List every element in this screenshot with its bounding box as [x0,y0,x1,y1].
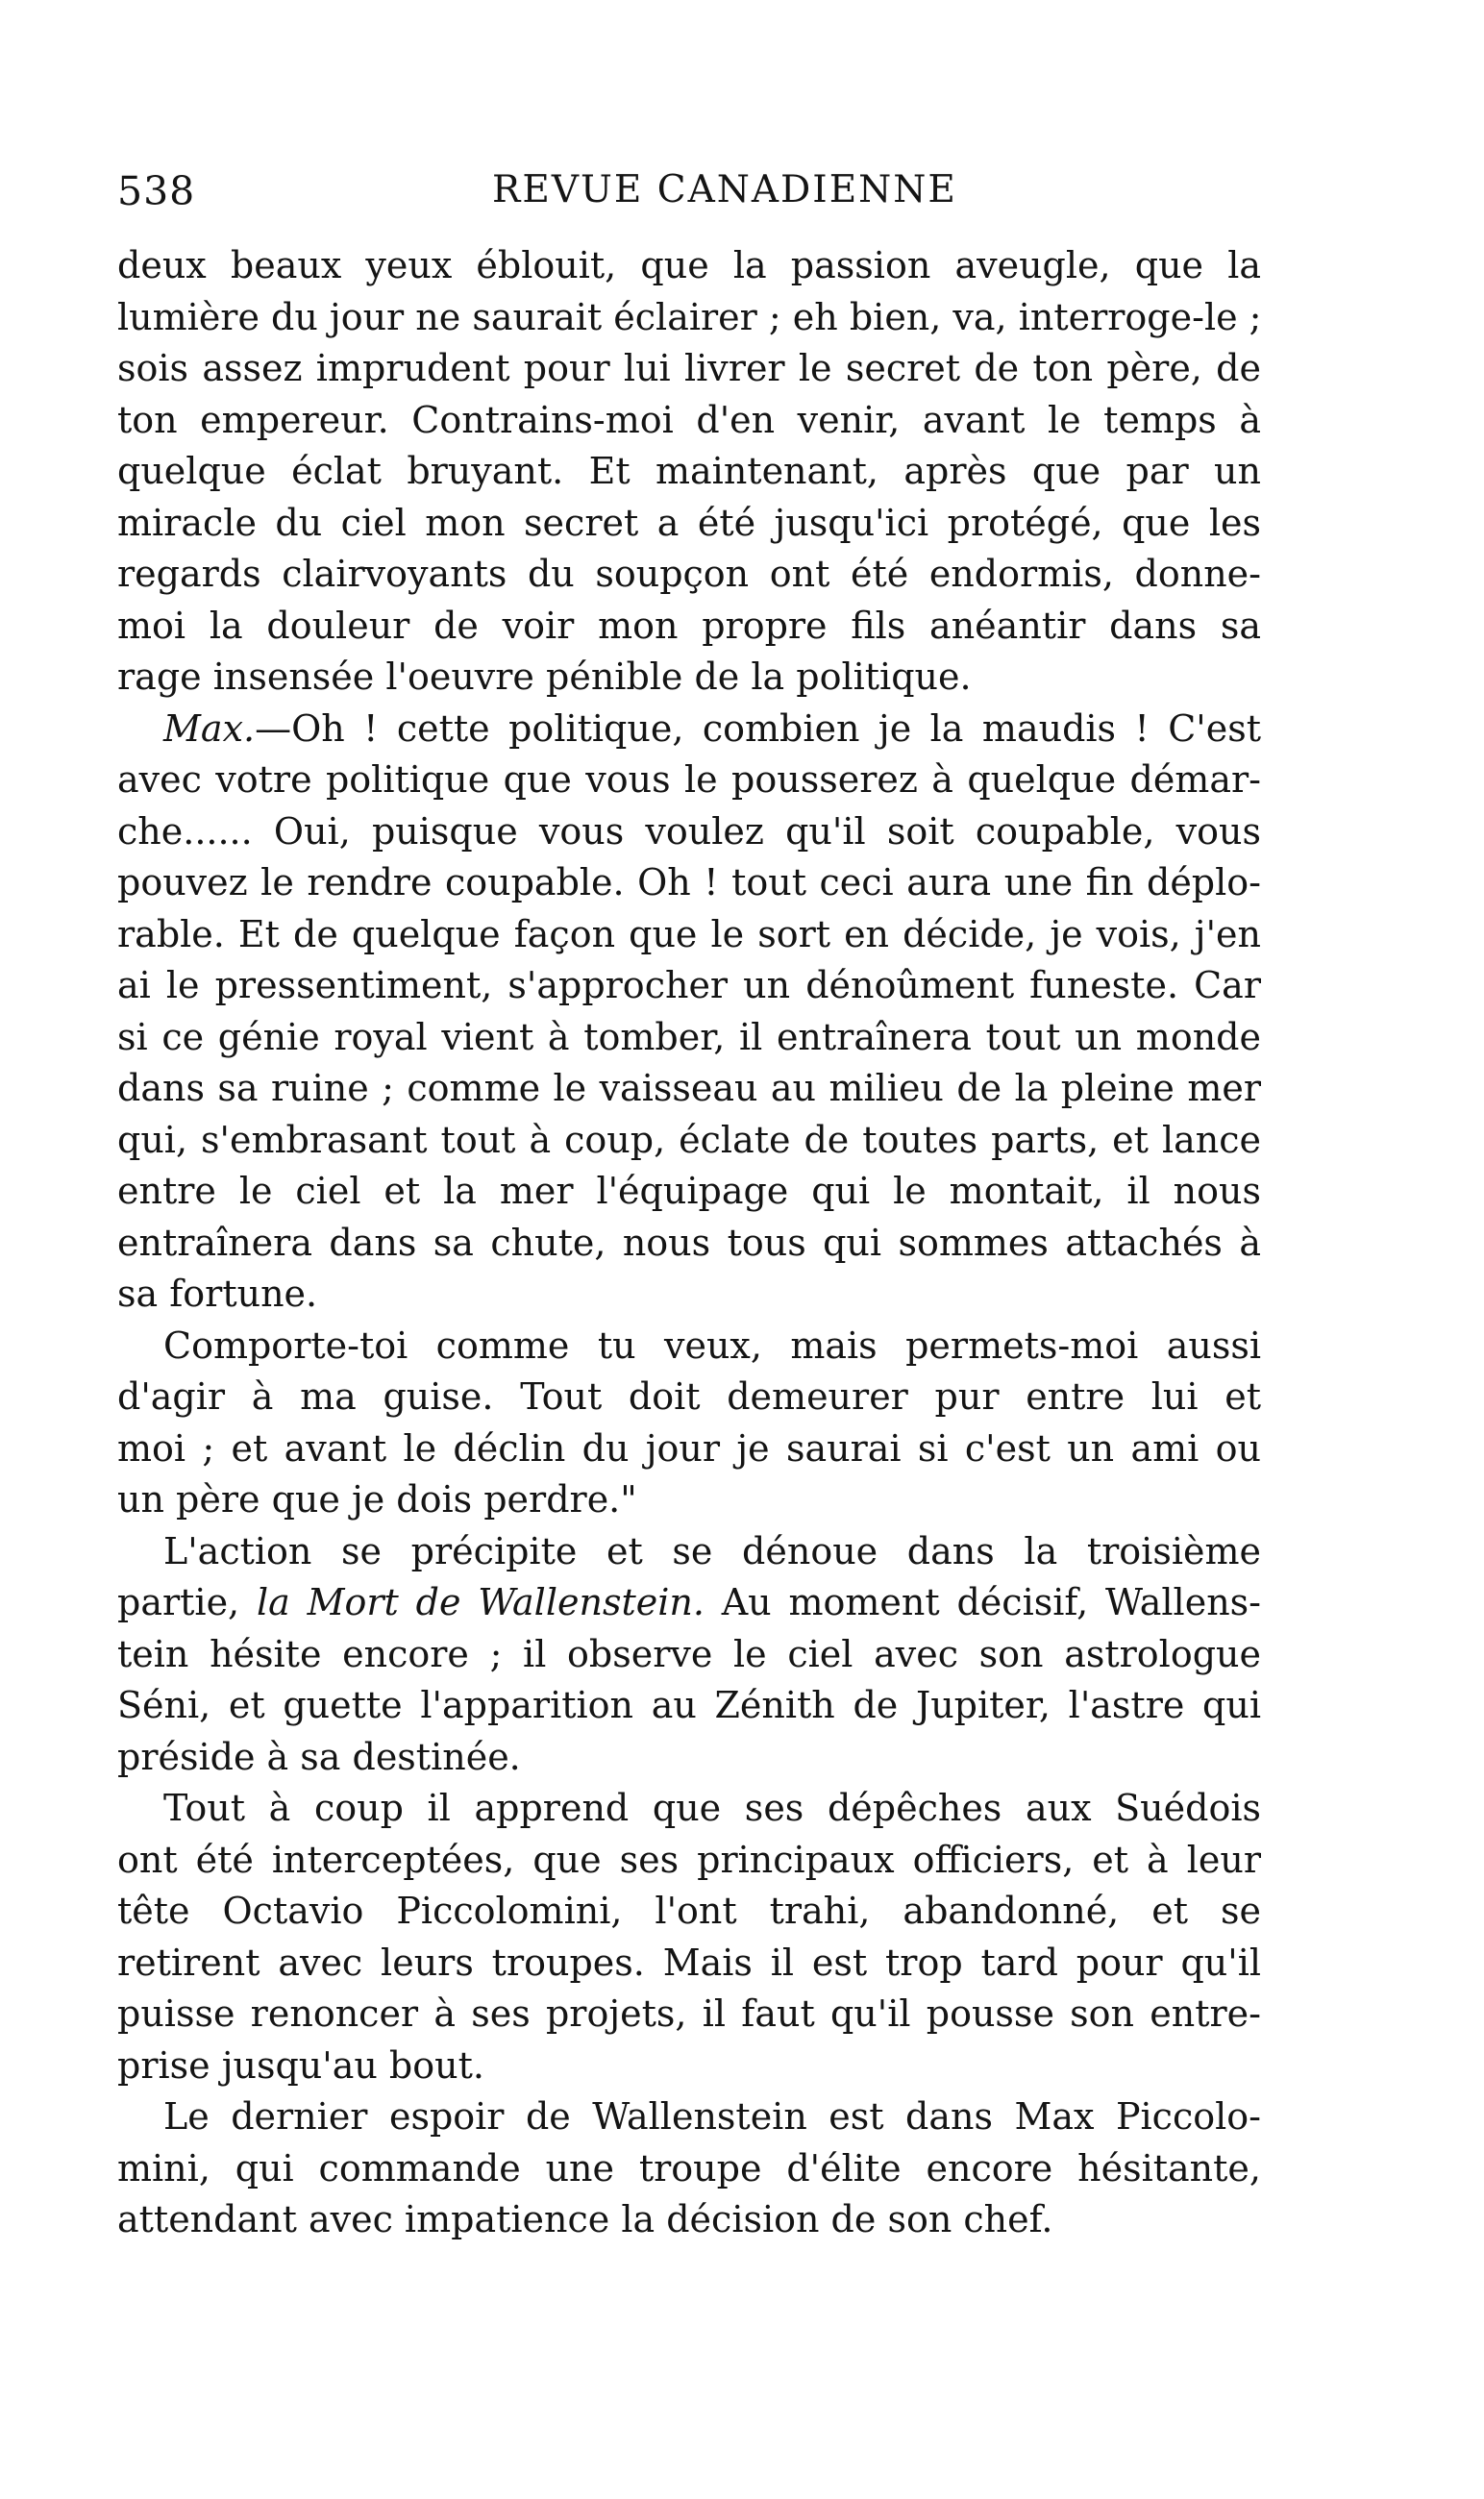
text-line [117,1886,1261,1938]
text-line [117,1526,1261,1578]
line-text: ai le pressentiment, s'approcher un dénoûment funeste. Car [117,964,1261,1006]
line-text: préside à sa destinée. [117,1735,521,1778]
line-text: che...... Oui, puisque vous voulez qu'il soit coupable, vous [117,809,1261,853]
page-number: 538 [117,168,196,214]
line-text: sa fortune. [117,1273,318,1315]
text-line [117,1166,1261,1218]
line-text: pouvez le rendre coupable. Oh ! tout ceci aura une fin déplo- [117,861,1261,903]
text-line [117,1783,1261,1835]
line-text: si ce génie royal vient à tomber, il entraînera tout un monde [117,1015,1261,1058]
text-line [117,909,1261,961]
text-line [117,806,1261,858]
text-line [117,1732,1261,1784]
text-line [117,1372,1261,1423]
text-line [117,652,1261,704]
line-text: quelque éclat bruyant. Et maintenant, après que par un [117,450,1261,492]
line-text: ton empereur. Contrains-moi d'en venir, avant le temps à [117,398,1261,441]
line-text: d'agir à ma guise. Tout doit demeurer pur entre lui et [117,1375,1261,1418]
line-text-prefix: partie, [117,1581,257,1623]
italic-text: Max. [163,706,256,750]
text-line [117,1012,1261,1064]
line-text: Au moment décisif, Wallens- [704,1581,1261,1623]
text-line [117,960,1261,1012]
page-header [117,168,1261,226]
text-line [117,2143,1261,2195]
text-line [117,343,1261,395]
line-text: retirent avec leurs troupes. Mais il est trop tard pour qu'il [117,1941,1261,1984]
line-text: prise jusqu'au bout. [117,2043,484,2087]
line-text: —Oh ! cette politique, combien je la maudis ! C'est [255,706,1261,750]
line-text: rage insensée l'oeuvre pénible de la politique. [117,656,972,698]
line-text: mini, qui commande une troupe d'élite encore hésitante, [117,2146,1261,2190]
line-text: miracle du ciel mon secret a été jusqu'ici protégé, que les [117,501,1261,544]
body-text [117,240,1261,2246]
text-line [117,2091,1261,2143]
text-line [117,2041,1261,2092]
text-line [117,1680,1261,1732]
text-line [117,704,1261,755]
text-line [117,1321,1261,1373]
text-line [117,292,1261,344]
line-text: un père que je dois perdre." [117,1478,637,1521]
text-line [117,1063,1261,1115]
line-text: ont été interceptées, que ses principaux officiers, et à leur [117,1838,1261,1881]
line-text: tête Octavio Piccolomini, l'ont trahi, abandonné, et se [117,1890,1261,1932]
text-line [117,857,1261,909]
line-text: dans sa ruine ; comme le vaisseau au milieu de la pleine mer [117,1067,1261,1109]
line-text: entraînera dans sa chute, nous tous qui sommes attachés à [117,1221,1261,1264]
line-text: rable. Et de quelque façon que le sort en décide, je vois, j'en [117,912,1261,955]
line-text: avec votre politique que vous le pousserez à quelque démar- [117,758,1261,801]
text-line [117,1629,1261,1681]
line-text: Séni, et guette l'apparition au Zénith de Jupiter, l'astre qui [117,1684,1261,1726]
text-line [117,2194,1261,2246]
text-line [117,549,1261,601]
text-line [117,395,1261,447]
line-text: sois assez imprudent pour lui livrer le secret de ton père, de [117,347,1261,389]
text-line [117,498,1261,550]
line-text: L'action se précipite et se dénoue dans la troisième [163,1529,1261,1572]
line-text: Le dernier espoir de Wallenstein est dans Max Piccolo- [163,2095,1261,2138]
line-text: moi ; et avant le déclin du jour je saurai si c'est un ami ou [117,1426,1261,1470]
text-line [117,1115,1261,1167]
text-line [117,1938,1261,1990]
text-line [117,1474,1261,1526]
line-text: entre le ciel et la mer l'équipage qui le montait, il nous [117,1170,1261,1212]
text-line [117,1577,1261,1629]
line-text: qui, s'embrasant tout à coup, éclate de toutes parts, et lance [117,1118,1261,1161]
line-text: deux beaux yeux éblouit, que la passion aveugle, que la [117,244,1261,286]
text-line [117,240,1261,292]
text-line [117,446,1261,498]
line-text: tein hésite encore ; il observe le ciel avec son astrologue [117,1632,1261,1675]
line-text: Comporte-toi comme tu veux, mais permets-moi aussi [163,1324,1261,1367]
text-line [117,755,1261,806]
line-text: puisse renoncer à ses projets, il faut qu'il pousse son entre- [117,1992,1261,2035]
text-line [117,1423,1261,1475]
text-line [117,1269,1261,1321]
line-text: moi la douleur de voir mon propre fils anéantir dans sa [117,604,1261,647]
line-text: Tout à coup il apprend que ses dépêches aux Suédois [163,1787,1261,1829]
text-line [117,601,1261,653]
line-text: attendant avec impatience la décision de son chef. [117,2198,1053,2240]
italic-text: la Mort de Wallenstein. [256,1581,705,1623]
text-line [117,1218,1261,1270]
running-title: REVUE CANADIENNE [492,168,957,211]
line-text: lumière du jour ne saurait éclairer ; eh bien, va, interroge-le ; [117,295,1261,338]
line-text: regards clairvoyants du soupçon ont été endormis, donne- [117,553,1261,595]
text-line [117,1989,1261,2041]
text-line [117,1835,1261,1887]
